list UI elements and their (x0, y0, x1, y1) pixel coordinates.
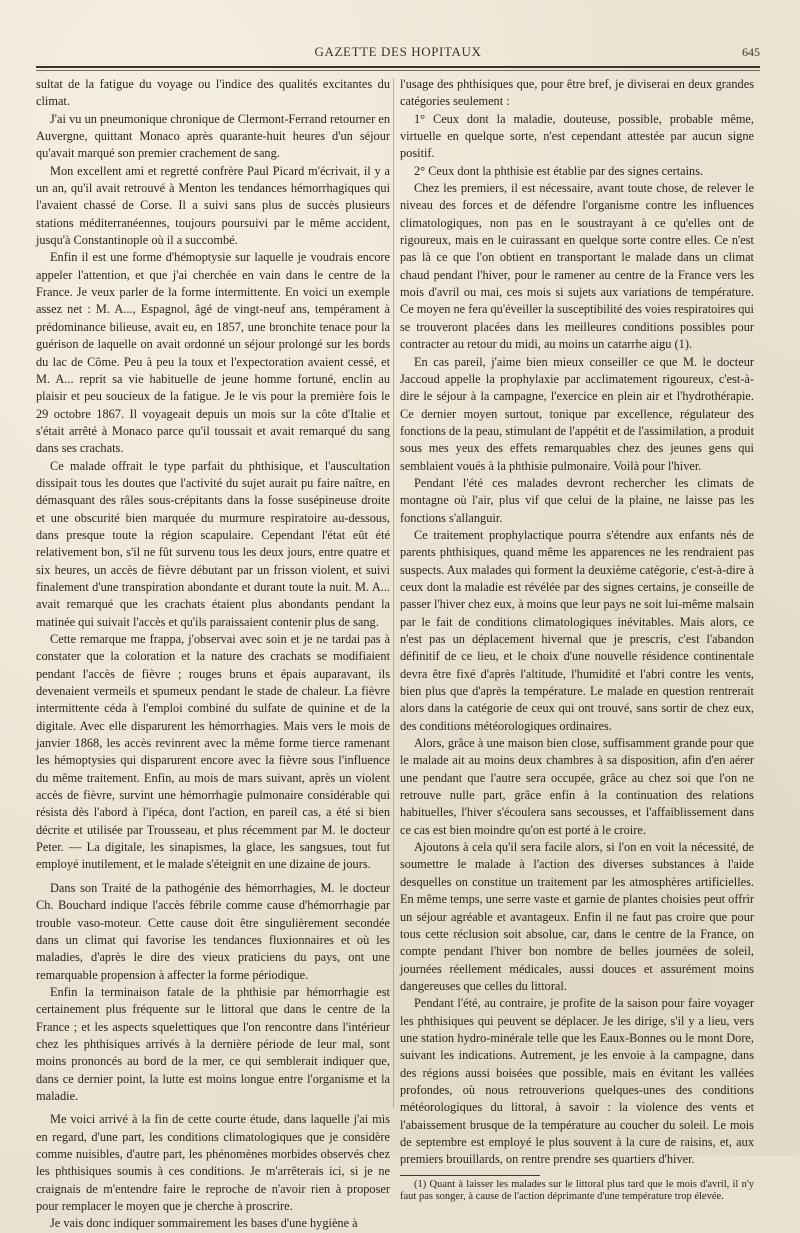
paragraph: Chez les premiers, il est nécessaire, avant toute chose, de relever le niveau des forces et de défendre l'organisme contre les influences climatologiques, non pas en le soustrayant à ce qu'elles ont de rigoureux, mais en le cuirassant en quelque sorte contre elles. Ce n'est pas là ce que l'on obtient en transportant le malade dans un climat chaud pendant l'hiver, pour le ramener au centre de la France vers les mois d'avril ou mai, ces mois si sujets aux variations de température. Ce moyen ne fera qu'éveiller la susceptibilité des voies respiratoires qui se trouveront placées dans les meilleures conditions possibles pour contracter au retour du midi, au moins un catarrhe aigu (1). (400, 181, 754, 352)
footnote: (1) Quant à laisser les malades sur le littoral plus tard que le mois d'avril, il n'y faut pas songer, à cause de l'action déprimante d'une température trop élevée. (400, 1178, 754, 1203)
paragraph: sultat de la fatigue du voyage ou l'indice des qualités excitantes du climat. (36, 77, 390, 109)
right-column (400, 76, 754, 1203)
paragraph: l'usage des phthisiques que, pour être bref, je diviserai en deux grandes catégories seulement : (400, 77, 754, 109)
paragraph: Ce malade offrait le type parfait du phthisique, et l'auscultation dissipait tous les doutes que l'activité du sujet aurait pu faire naître, en démasquant des râles sous-crépitants dans la fosse susépineuse droite et une obscurité bien marquée du murmure respiratoire au-dessous, dans presque toute la région scapulaire. Cependant l'état eût été relativement bon, s'il ne fût survenu tous les deux jours, entre quatre et six heures, un accès de fièvre débutant par un frisson violent, et suivi finalement d'une transpiration abondante et durant toute la nuit. M. A... avait remarqué que les crachats étaient plus abondants pendant la matinée qui suivait l'accès et qu'ils paraissaient contenir plus de sang. (36, 458, 390, 629)
paragraph: Alors, grâce à une maison bien close, suffisamment grande pour que le malade ait au moins deux chambres à sa disposition, afin d'en aérer une pendant que l'autre sera occupée, grâce au chez soi que l'on ne retrouve nulle part, grâce enfin à la continuation des relations habituelles, l'hiver s'écoulera sans secousses, et l'affaiblissement dans ce cas est bien moindre qu'on est porté à le croire. (400, 736, 754, 837)
paragraph: Dans son Traité de la pathogénie des hémorrhagies, M. le docteur Ch. Bouchard indique l'accès fébrile comme cause d'hémorrhagie par trouble vaso-moteur. Cette cause doit être singulièrement secondée dans un climat qui favorise les tendances fluxionnaires et où les maladies, d'après le dire des vieux praticiens du pays, ont une remarquable propension à affecter la forme périodique. (36, 880, 390, 982)
header-rule-thick (36, 66, 760, 68)
paragraph: Me voici arrivé à la fin de cette courte étude, dans laquelle j'ai mis en regard, d'une part, les conditions climatologiques que je considère comme nuisibles, d'autre part, les phénomènes morbides observés chez les phthisiques soumis à ces conditions. Je m'arrêterais ici, si je ne craignais de m'entendre faire le reproche de n'avoir rien à proposer pour remplacer le moyen que je cherche à proscrire. (36, 1112, 390, 1213)
left-column (36, 76, 390, 1231)
paragraph: 2° Ceux dont la phthisie est établie par des signes certains. (414, 163, 704, 178)
paragraph: Je vais donc indiquer sommairement les bases d'une hygiène à (50, 1216, 358, 1231)
page-header (36, 44, 760, 64)
paragraph: Pendant l'été, au contraire, je profite de la saison pour faire voyager les phthisiques qui peuvent se déplacer. Je les dirige, s'il y a lieu, vers une station hydro-minérale telle que les Eaux-Bonnes ou le mont Dore, suivant les indications. Autrement, je les envoie à la campagne, dans des régions aussi boisées que possible, mais en évitant les vallées profondes, où nous retrouverions quelques-unes des conditions météorologiques du littoral, à savoir : la violence des vents et l'abaissement brusque de la température au coucher du soleil. Le mois de septembre est employé le plus souvent à la cure de raisins, et, aux premiers brouillards, on rentre prendre ses quartiers d'hiver. (400, 996, 754, 1167)
paragraph: Mon excellent ami et regretté confrère Paul Picard m'écrivait, il y a un an, qu'il avait retrouvé à Menton les tendances hémorrhagiques qui l'avaient chassé de Corse. Il a suivi sans plus de succès plusieurs stations méditerranéennes, toujours poursuivi par le même accident, jusqu'à Constantinople où il a succombé. (36, 163, 390, 248)
paragraph: Pendant l'été ces malades devront rechercher les climats de montagne où l'air, plus vif que celui de la plaine, ne laisse pas les fonctions s'allanguir. (400, 475, 754, 525)
paragraph: Ce traitement prophylactique pourra s'étendre aux enfants nés de parents phthisiques, quand même les apparences ne les rendraient pas suspects. Aux malades qui forment la deuxième catégorie, c'est-à-dire à ceux dont la maladie est révélée par des signes certains, je conseille de passer l'hiver chez eux, à moins que leur pays ne soit lui-même malsain par le fait de conditions climatologiques inévitables. Mais alors, ce n'est pas un déplacement hivernal que je prescris, c'est l'abandon définitif de ce lieu, et le choix d'une nouvelle résidence continentale devra être fixé d'après l'altitude, l'humidité et l'abri contre les vents, bien plus que d'après la température. Le malade en question rentrerait alors dans la catégorie de ceux qui ont trouvé, sans sortir de chez eux, des conditions météorologiques ordinaires. (400, 527, 754, 733)
paragraph: Enfin la terminaison fatale de la phthisie par hémorrhagie est certainement plus fréquente sur le littoral que dans le centre de la France ; et les aspects squelettiques que l'on rencontre dans l'intérieur chez les phthisiques arrivés à la dernière période de leur mal, sont moins prononcés au bord de la mer, ce qui semblerait indiquer que, dans ce dernier point, la lutte est moins longue entre l'organisme et la maladie. (36, 984, 390, 1103)
journal-title: GAZETTE DES HOPITAUX (314, 44, 482, 59)
paragraph: Cette remarque me frappa, j'observai avec soin et je ne tardai pas à constater que la coloration et la nature des crachats se modifiaient pendant l'accès de fièvre ; rouges bruns et épais auparavant, ils devenaient vermeils et spumeux pendant le stade de chaleur. La fièvre intermittente céda à l'emploi combiné du sulfate de quinine et de la digitale. Avec elle disparurent les hémorrhagies. Mais vers le mois de janvier 1868, les accès revinrent avec la même forme tierce ramenant les hémoptysies qui disparurent encore avec la fièvre sous l'influence du même traitement. Enfin, au mois de mars suivant, après un violent accès de fièvre, survint une hémorrhagie pulmonaire considérable qui résista dès l'abord à l'ipéca, dont l'action, en pareil cas, a été si bien décrite et utilisée par Trousseau, et plus récemment par M. le docteur Peter. — La digitale, les sinapismes, la glace, les sangsues, tout fut employé inutilement, et le malade s'éteignit en une dizaine de jours. (36, 632, 390, 872)
column-divider (393, 78, 394, 1108)
paragraph: J'ai vu un pneumonique chronique de Clermont-Ferrand retourner en Auvergne, quittant Monaco après quarante-huit heures d'un séjour qu'avait marqué son premier crachement de sang. (36, 111, 390, 161)
footnote-rule (400, 1175, 540, 1176)
header-rule-thin (36, 70, 760, 71)
paragraph: 1° Ceux dont la maladie, douteuse, possible, probable même, virtuelle en quelque sorte, n'est cependant attestée par aucun signe positif. (400, 111, 754, 161)
paragraph: Ajoutons à cela qu'il sera facile alors, si l'on en voit la nécessité, de soumettre le malade à l'action des diverses substances à l'aide desquelles on constitue un traitement par les atmosphères artificielles. En même temps, une serre vaste et garnie de plantes choisies peut offrir un séjour agréable et avantageux. Enfin il ne faut pas croire que pour tous cette réclusion soit absolue, car, dans le centre de la France, on compte pendant l'hiver bon nombre de belles journées de soleil, journées réellement médicales, aussi douces et assurément moins dangereuses que celles du littoral. (400, 840, 754, 993)
page-number: 645 (742, 45, 760, 59)
paragraph: En cas pareil, j'aime bien mieux conseiller ce que M. le docteur Jaccoud appelle la prophylaxie par acclimatement rigoureux, c'est-à-dire le séjour à la campagne, l'exercice en plein air et l'hydrothérapie. Ce dernier moyen surtout, tonique par excellence, régulateur des fonctions de la peau, stimulant de l'appétit et de l'assimilation, a produit sous mes yeux des effets remarquables chez des jeunes gens qui semblaient voués à la phthisie pulmonaire. Voilà pour l'hiver. (400, 354, 754, 473)
paragraph: Enfin il est une forme d'hémoptysie sur laquelle je voudrais encore appeler l'attention, et que j'ai cherchée en vain dans le centre de la France. Je veux parler de la forme intermittente. En voici un exemple assez net : M. A..., Espagnol, âgé de vingt-neuf ans, tempérament à prédominance bilieuse, avait eu, en 1857, une bronchite tenace pour la guérison de laquelle on avait ordonné un séjour prolongé sur les bords du lac de Côme. Peu à peu la toux et l'expectoration avaient cessé, et M. A... reprit sa vie habituelle de jeune homme fortuné, enclin au plaisir et peu soucieux de la fatigue. Je le vis pour la première fois le 29 octobre 1867. Il voyageait depuis un mois sur la côte d'Italie et s'était arrêté à Monaco parce qu'il toussait et avait remarqué du sang dans ses crachats. (36, 250, 390, 456)
